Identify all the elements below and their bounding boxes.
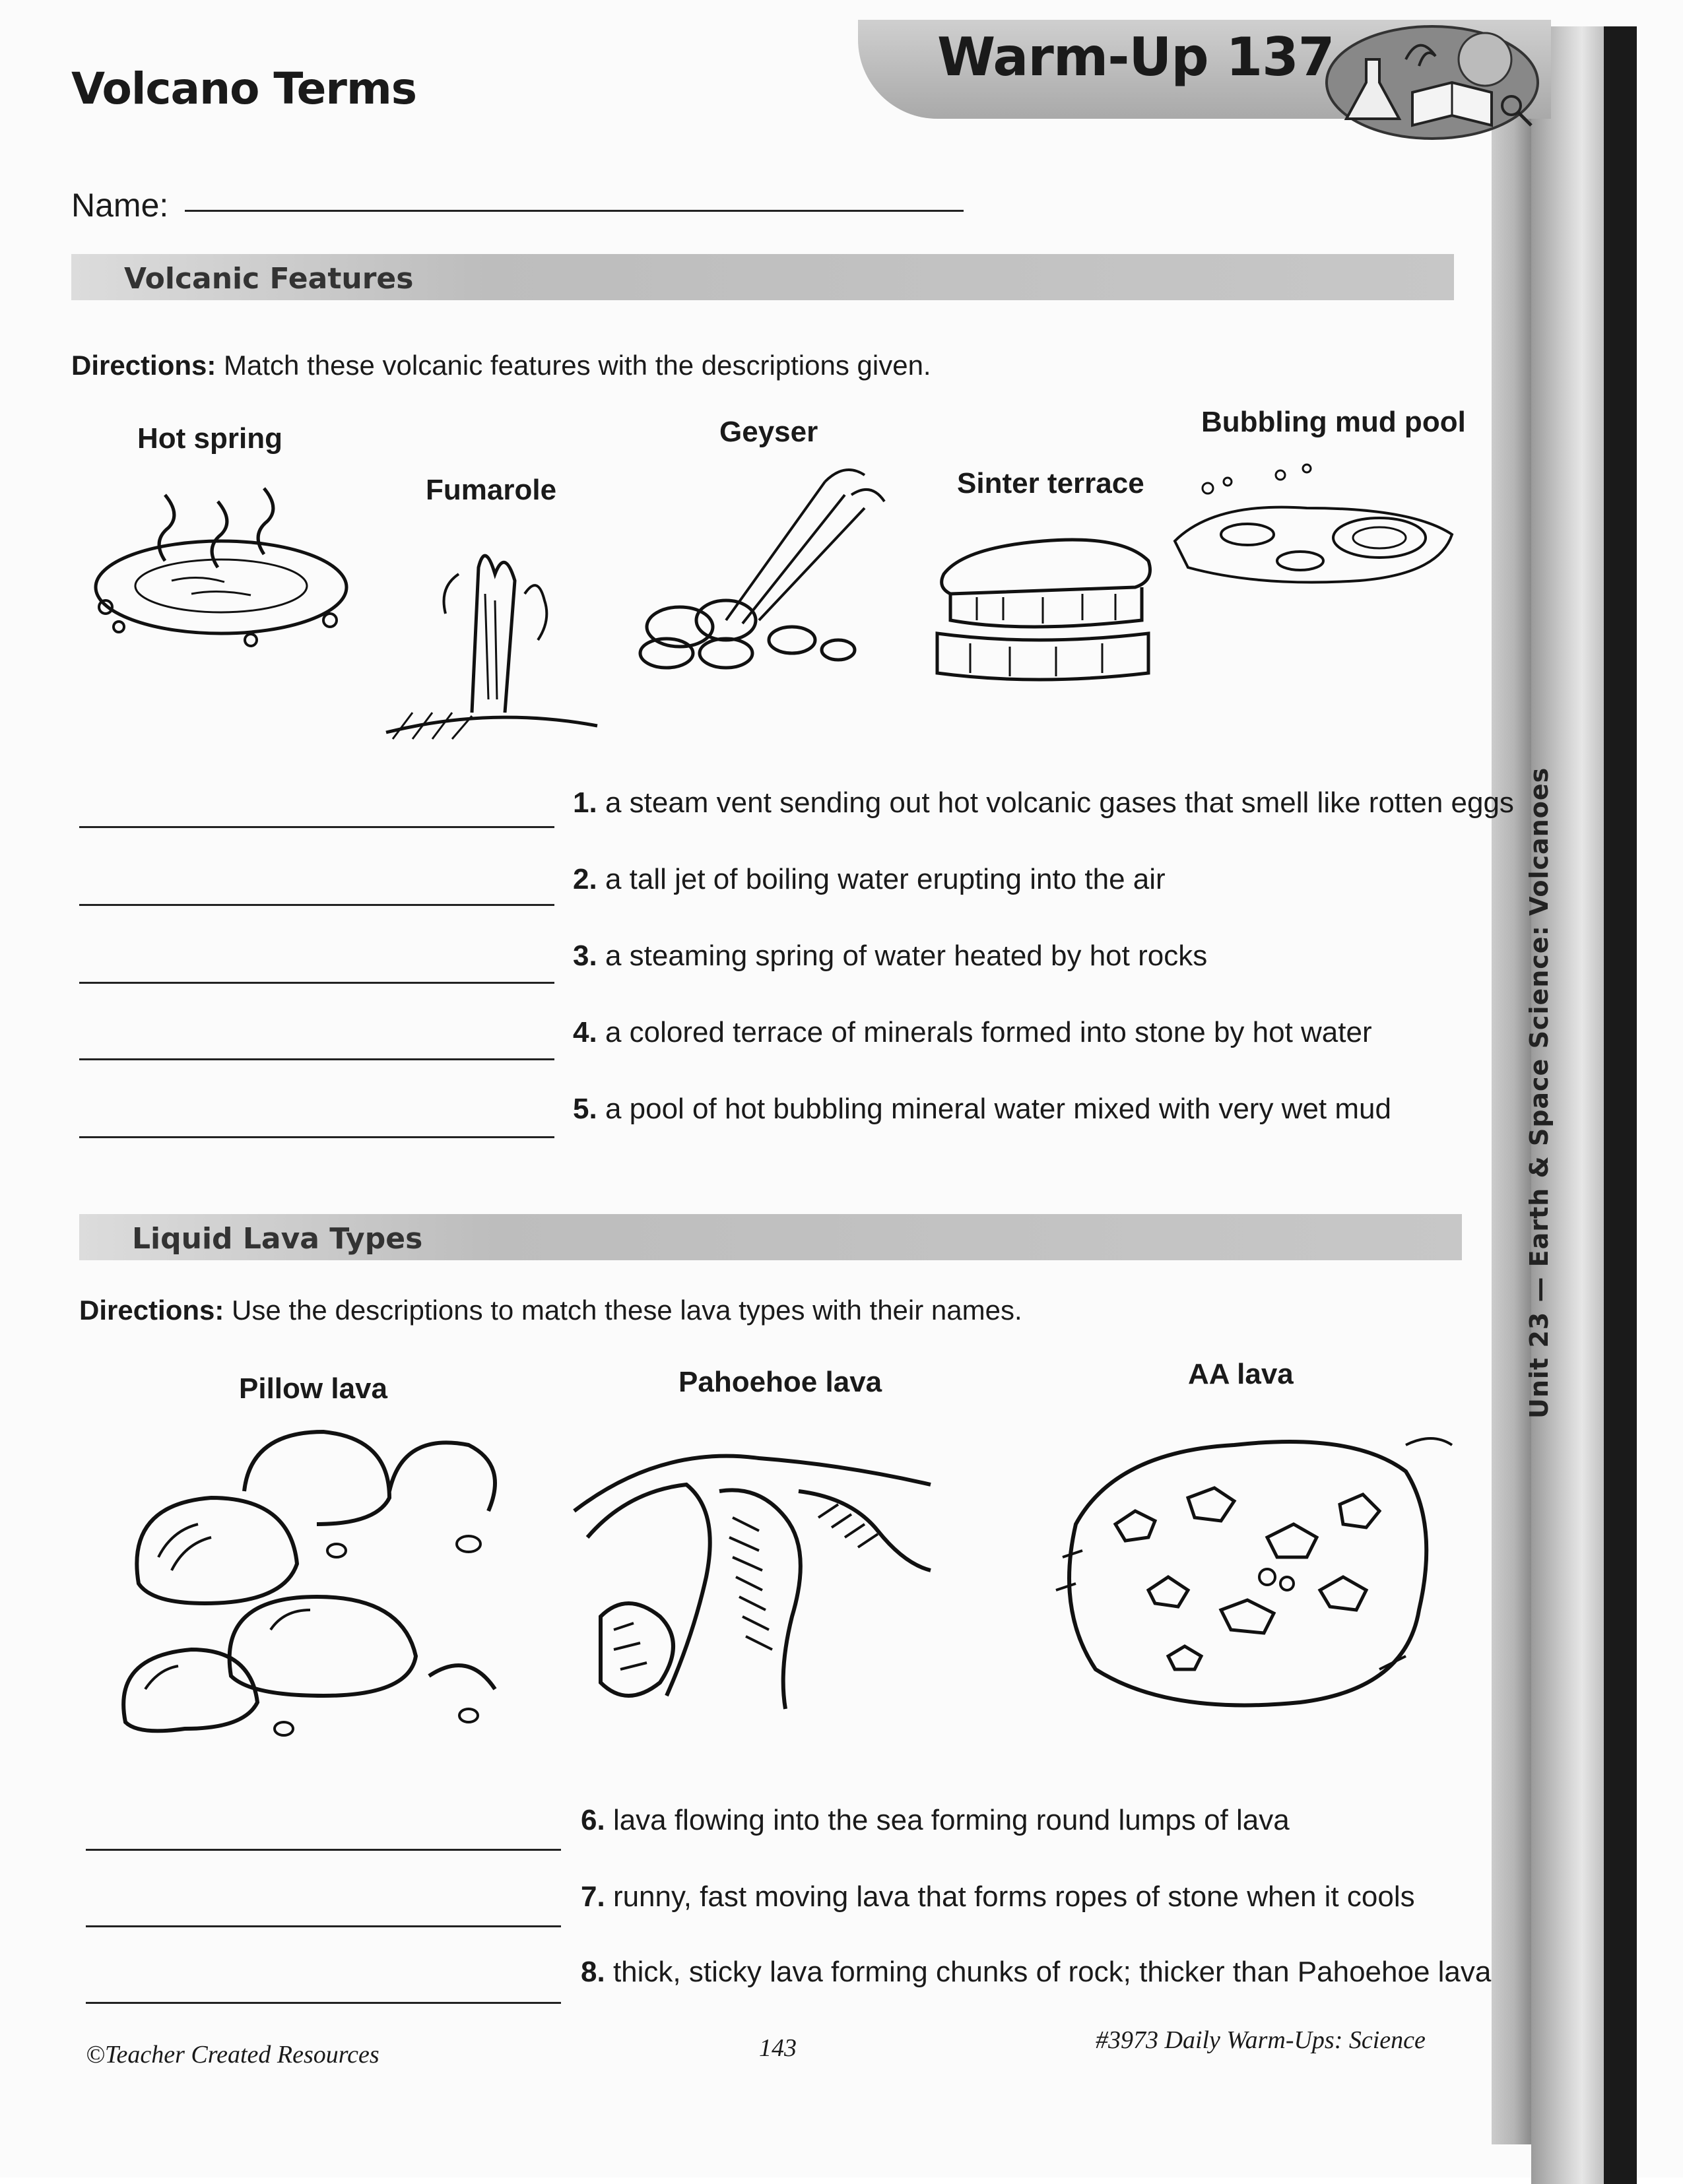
unit-side-label: Unit 23 — Earth & Space Science: Volcanoes [1525, 767, 1554, 1419]
question-2 [573, 863, 1166, 896]
question-text: a tall jet of boiling water erupting into the air [605, 863, 1166, 895]
aa-lava-illustration [1036, 1392, 1459, 1735]
bubbling-mud-pool-illustration [1162, 462, 1465, 607]
question-6 [581, 1804, 1290, 1837]
question-8 [581, 1956, 1491, 1989]
question-number: 4. [573, 1016, 597, 1048]
question-text: a steaming spring of water heated by hot rocks [605, 940, 1208, 972]
question-5 [573, 1093, 1391, 1126]
question-number: 3. [573, 940, 597, 972]
directions-label: Directions: [79, 1295, 224, 1326]
footer-book-title: #3973 Daily Warm-Ups: Science [1096, 2026, 1426, 2054]
question-3 [573, 940, 1207, 973]
answer-line-5[interactable] [79, 1136, 554, 1138]
question-number: 8. [581, 1956, 605, 1988]
hot-spring-illustration [79, 475, 363, 660]
feature-label-geyser: Geyser [719, 416, 818, 448]
answer-line-2[interactable] [79, 904, 554, 906]
lava-label-pahoehoe: Pahoehoe lava [678, 1366, 882, 1398]
question-number: 5. [573, 1093, 597, 1125]
science-logo-icon [1320, 20, 1544, 142]
question-7 [581, 1880, 1415, 1913]
directions-text: Match these volcanic features with the descriptions given. [224, 350, 931, 381]
section-bar-volcanic-features [71, 254, 1454, 300]
question-text: runny, fast moving lava that forms ropes of stone when it cools [612, 1880, 1415, 1913]
question-text: a colored terrace of minerals formed into stone by hot water [605, 1016, 1372, 1048]
directions-text: Use the descriptions to match these lava types with their names. [232, 1295, 1022, 1326]
question-number: 6. [581, 1804, 605, 1836]
question-text: thick, sticky lava forming chunks of rock; thicker than Pahoehoe lava [612, 1956, 1492, 1988]
directions-volcanic-features [71, 350, 931, 381]
question-text: a steam vent sending out hot volcanic gases that smell like rotten eggs [605, 787, 1514, 819]
answer-line-1[interactable] [79, 826, 554, 828]
directions-lava-types [79, 1295, 1022, 1326]
section-title: Liquid Lava Types [132, 1222, 423, 1256]
name-input-line[interactable] [185, 210, 964, 212]
question-4 [573, 1016, 1372, 1049]
question-number: 2. [573, 863, 597, 895]
question-1 [573, 787, 1514, 819]
warmup-number: Warm-Up 137 [937, 26, 1335, 88]
answer-line-4[interactable] [79, 1058, 554, 1060]
sinter-terrace-illustration [924, 521, 1168, 693]
section-bar-liquid-lava-types [79, 1214, 1462, 1260]
geyser-illustration [627, 455, 911, 680]
fumarole-illustration [373, 515, 610, 752]
lava-label-pillow: Pillow lava [239, 1372, 387, 1405]
question-number: 1. [573, 787, 597, 819]
question-text: a pool of hot bubbling mineral water mixed with very wet mud [605, 1093, 1391, 1125]
footer-publisher: ©Teacher Created Resources [86, 2041, 380, 2069]
lava-label-aa: AA lava [1188, 1358, 1294, 1390]
pahoehoe-lava-illustration [561, 1419, 990, 1722]
question-text: lava flowing into the sea forming round lumps of lava [612, 1804, 1290, 1836]
footer-page-number: 143 [759, 2034, 797, 2062]
sheet-title: Volcano Terms [71, 63, 417, 114]
feature-label-sinter-terrace: Sinter terrace [957, 467, 1144, 499]
pillow-lava-illustration [99, 1412, 528, 1755]
book-spine-shadow [1604, 26, 1637, 2184]
answer-line-6[interactable] [86, 1849, 561, 1851]
name-label: Name: [71, 187, 169, 224]
feature-label-hot-spring: Hot spring [137, 422, 282, 455]
question-number: 7. [581, 1880, 605, 1913]
answer-line-8[interactable] [86, 2002, 561, 2004]
answer-line-7[interactable] [86, 1925, 561, 1927]
answer-line-3[interactable] [79, 982, 554, 984]
section-title: Volcanic Features [124, 262, 414, 296]
feature-label-fumarole: Fumarole [426, 474, 557, 506]
feature-label-bubbling-mud-pool: Bubbling mud pool [1201, 406, 1466, 438]
directions-label: Directions: [71, 350, 216, 381]
